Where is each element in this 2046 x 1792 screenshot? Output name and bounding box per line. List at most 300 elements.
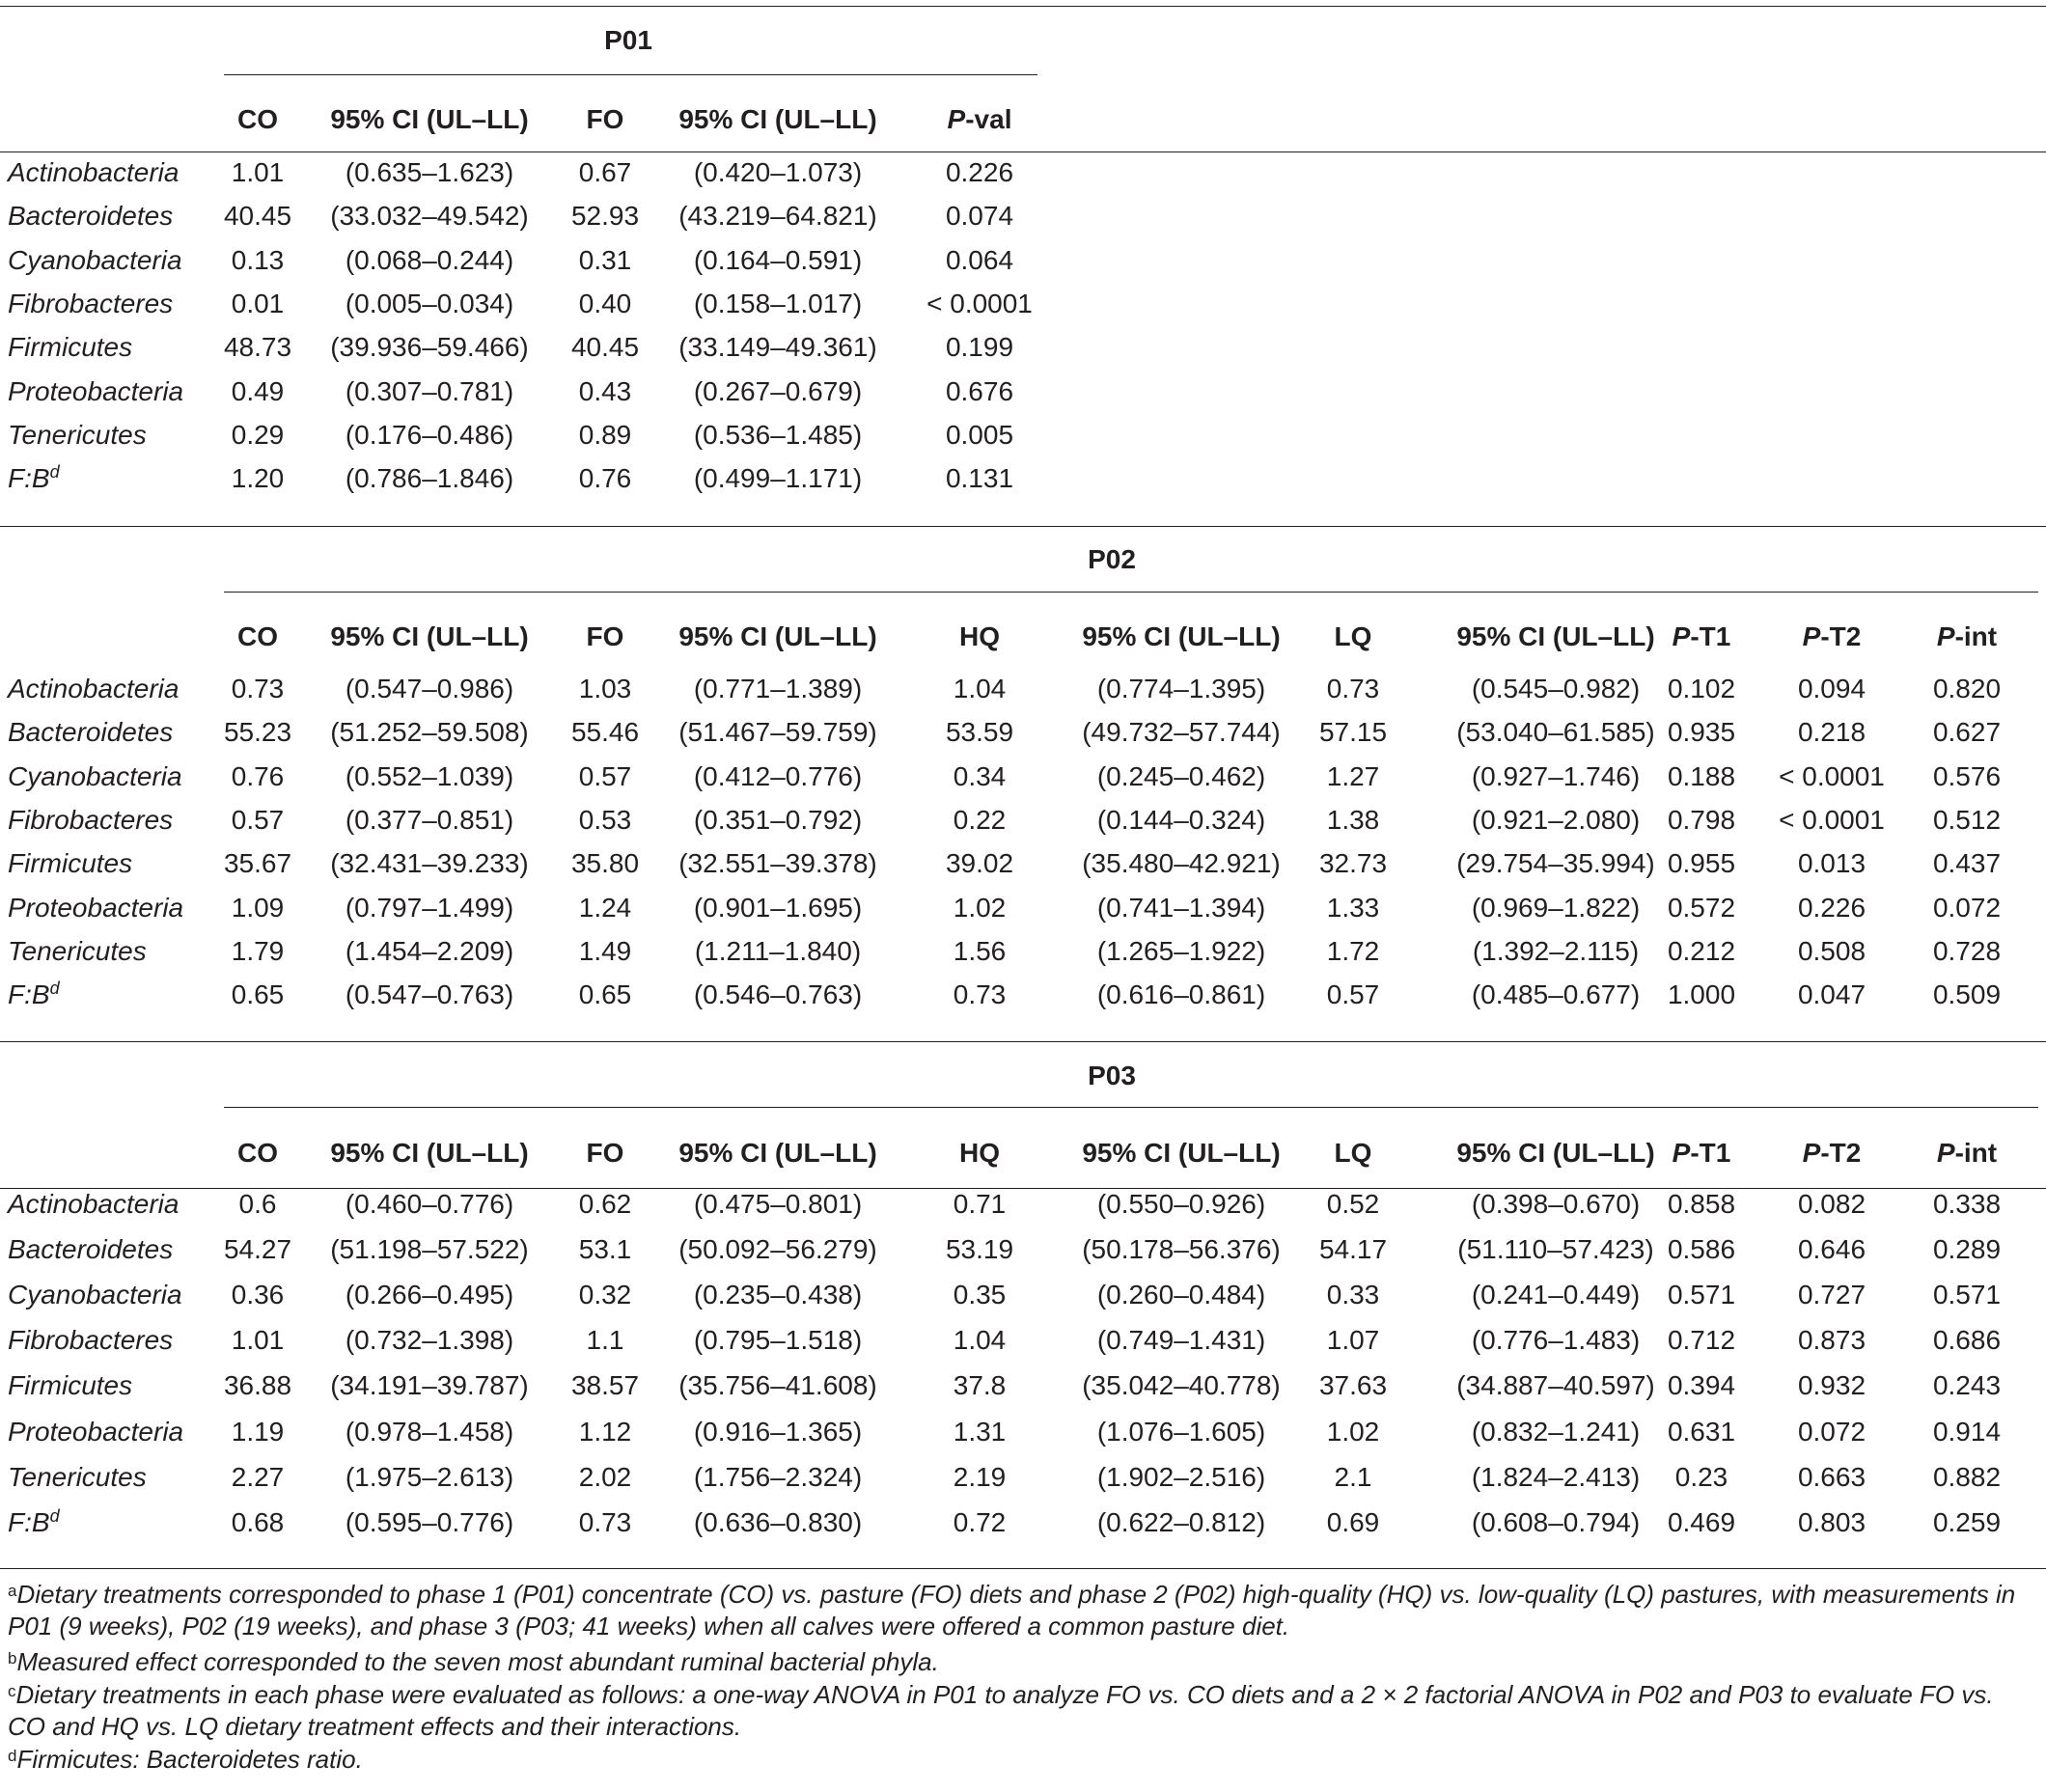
row-label-text: Fibrobacteres [8, 1325, 174, 1356]
table-cell: 0.663 [1797, 1461, 1866, 1492]
table-cell: 0.76 [578, 463, 632, 494]
table-cell: 1.04 [953, 1325, 1007, 1356]
table-cell: 35.80 [570, 848, 640, 879]
row-label-text: Firmicutes [8, 848, 133, 879]
table-cell: (0.547–0.763) [345, 979, 514, 1010]
table-cell: (32.551–39.378) [678, 848, 877, 879]
table-cell: 0.289 [1932, 1234, 2002, 1265]
column-header: CO [237, 104, 278, 134]
table-cell: 0.712 [1667, 1325, 1736, 1356]
table-cell: (33.032–49.542) [330, 201, 529, 232]
table-cell: 0.89 [578, 419, 632, 450]
table-cell: 0.52 [1326, 1189, 1380, 1219]
table-cell: (51.252–59.508) [330, 717, 529, 748]
table-cell: 0.512 [1932, 804, 2002, 835]
table-cell: 2.1 [1334, 1461, 1372, 1492]
table-cell: 0.072 [1932, 892, 2002, 923]
table-cell: (0.636–0.830) [693, 1506, 863, 1537]
table-cell: (0.749–1.431) [1096, 1325, 1266, 1356]
table-cell: (0.622–0.812) [1096, 1506, 1266, 1537]
table-cell: 1.33 [1326, 892, 1380, 923]
header-suffix: -T2 [1820, 621, 1862, 651]
table-cell: (29.754–35.994) [1456, 848, 1655, 879]
table-cell: 0.338 [1932, 1189, 2002, 1219]
table-cell: 1.01 [231, 157, 285, 187]
row-label-text: Tenericutes [8, 1461, 147, 1492]
row-label-text: Cyanobacteria [8, 244, 182, 275]
column-header: 95% CI (UL–LL) [678, 104, 877, 134]
column-header [1851, 621, 2046, 652]
p-prefix: P [1672, 1138, 1691, 1168]
table-cell: 0.676 [945, 375, 1014, 406]
table-cell: (0.635–1.623) [345, 157, 514, 187]
table-cell: (34.887–40.597) [1456, 1370, 1655, 1401]
table-cell: 40.45 [223, 201, 292, 232]
table-cell: < 0.0001 [926, 288, 1033, 318]
table-cell: 0.73 [953, 979, 1007, 1010]
table-cell: 0.218 [1797, 717, 1866, 748]
table-cell: 0.074 [945, 201, 1014, 232]
table-cell: (1.824–2.413) [1471, 1461, 1641, 1492]
table-cell: 0.803 [1797, 1506, 1866, 1537]
table-cell: 0.005 [945, 419, 1014, 450]
table-cell: 1.38 [1326, 804, 1380, 835]
footnote-marker: d [49, 462, 60, 482]
table-cell: (51.198–57.522) [330, 1234, 529, 1265]
table-cell: (0.412–0.776) [693, 760, 863, 791]
table-cell: (0.771–1.389) [693, 674, 863, 703]
table-cell: 1.27 [1326, 760, 1380, 791]
table-cell: (1.076–1.605) [1096, 1416, 1266, 1447]
table-cell: 2.19 [953, 1461, 1007, 1492]
table-cell: 0.047 [1797, 979, 1866, 1010]
table-cell: 0.082 [1797, 1189, 1866, 1219]
section-title: P03 [1088, 1061, 1136, 1090]
table-cell: 0.882 [1932, 1461, 2002, 1492]
table-cell: 35.67 [223, 848, 292, 879]
table-rule [0, 1041, 2046, 1042]
header-suffix: -int [1954, 1138, 1998, 1168]
table-cell: 0.65 [231, 979, 285, 1010]
table-cell: 0.072 [1797, 1416, 1866, 1447]
p-prefix: P [1936, 621, 1955, 651]
table-cell: (0.241–0.449) [1471, 1280, 1641, 1310]
table-cell: 0.6 [238, 1189, 277, 1219]
row-label-text: F:B [8, 463, 50, 494]
table-cell: (0.776–1.483) [1471, 1325, 1641, 1356]
column-header: FO [586, 104, 624, 134]
table-cell: (0.475–0.801) [693, 1189, 863, 1219]
table-cell: 0.858 [1667, 1189, 1736, 1219]
table-cell: (1.756–2.324) [693, 1461, 863, 1492]
table-cell: (0.158–1.017) [693, 288, 863, 318]
table-cell: (0.377–0.851) [345, 804, 514, 835]
table-cell: 0.57 [231, 804, 285, 835]
table-cell: 1.31 [953, 1416, 1007, 1447]
table-cell: (43.219–64.821) [678, 201, 877, 232]
table-cell: 0.727 [1797, 1280, 1866, 1310]
table-cell: 1.79 [231, 935, 285, 966]
table-cell: 0.572 [1667, 892, 1736, 923]
row-label [8, 1370, 132, 1401]
footnote-mark: a [8, 1582, 17, 1600]
column-header: FO [586, 1138, 624, 1168]
row-label-text: Proteobacteria [8, 1416, 184, 1447]
footnote-text: Dietary treatments corresponded to phase 1 (P01) concentrate (CO) vs. pasture (FO) diets and phase 2 (P02) high-quality (HQ) vs. low-quality (LQ) pastures, with measurements in P01 (9 weeks), P02 (19 weeks), and phase 3 (P03; 41 weeks) when all calves were offered a common pasture diet. [8, 1580, 2016, 1640]
table-cell: 0.62 [578, 1189, 632, 1219]
table-cell: (49.732–57.744) [1082, 717, 1281, 748]
table-cell: 1.01 [231, 1325, 285, 1356]
column-header: 95% CI (UL–LL) [330, 1138, 529, 1168]
table-cell: (0.797–1.499) [345, 892, 514, 923]
table-cell: 0.914 [1932, 1416, 2002, 1447]
column-header: HQ [959, 1138, 1000, 1168]
footnote-text: Firmicutes: Bacteroidetes ratio. [16, 1745, 363, 1774]
table-cell: 1.02 [1326, 1416, 1380, 1447]
table-cell: (1.265–1.922) [1096, 935, 1266, 966]
table-cell: (1.454–2.209) [345, 935, 514, 966]
table-cell: 55.46 [570, 717, 640, 748]
table-cell: (0.068–0.244) [345, 244, 514, 275]
table-cell: 0.35 [953, 1280, 1007, 1310]
row-label-text: Bacteroidetes [8, 201, 174, 232]
row-label [8, 848, 132, 879]
table-cell: 0.57 [1326, 979, 1380, 1010]
table-cell: (0.774–1.395) [1096, 674, 1266, 703]
section-title: P01 [604, 25, 652, 55]
table-cell: 0.243 [1932, 1370, 2002, 1401]
row-label-text: Cyanobacteria [8, 760, 182, 791]
table-cell: 0.73 [1326, 674, 1380, 703]
table-cell: 1.20 [231, 463, 285, 494]
table-cell: 1.04 [953, 674, 1007, 703]
row-label-text: Bacteroidetes [8, 1234, 174, 1265]
table-cell: (0.144–0.324) [1096, 804, 1266, 835]
row-label-text: Proteobacteria [8, 375, 184, 406]
table-cell: 36.88 [223, 1370, 292, 1401]
table-cell: (0.164–0.591) [693, 244, 863, 275]
column-header: CO [237, 1138, 278, 1168]
table-cell: 0.71 [953, 1189, 1007, 1219]
table-cell: (0.927–1.746) [1471, 760, 1641, 791]
row-label [8, 1507, 60, 1538]
table-cell: 0.49 [231, 375, 285, 406]
column-header: 95% CI (UL–LL) [678, 1138, 877, 1168]
table-cell: (0.420–1.073) [693, 157, 863, 187]
table-cell: 1.02 [953, 892, 1007, 923]
row-label-text: F:B [8, 979, 50, 1010]
table-cell: (0.969–1.822) [1471, 892, 1641, 923]
table-cell: 1.72 [1326, 935, 1380, 966]
row-label-text: Fibrobacteres [8, 804, 174, 835]
table-cell: (0.916–1.365) [693, 1416, 863, 1447]
table-cell: 1.000 [1667, 979, 1736, 1010]
table-cell: (0.005–0.034) [345, 288, 514, 318]
row-label-text: Actinobacteria [8, 157, 180, 187]
row-label-text: Firmicutes [8, 1370, 133, 1401]
table-cell: (0.398–0.670) [1471, 1189, 1641, 1219]
table-cell: 0.798 [1667, 804, 1736, 835]
table-cell: 54.27 [223, 1234, 292, 1265]
table-cell: 0.33 [1326, 1280, 1380, 1310]
table-cell: 1.03 [578, 674, 632, 703]
row-label [8, 463, 60, 494]
table-cell: 0.576 [1932, 760, 2002, 791]
table-cell: (32.431–39.233) [330, 848, 529, 879]
footnote-mark: d [8, 1747, 17, 1765]
table-cell: 1.07 [1326, 1325, 1380, 1356]
table-cell: (34.191–39.787) [330, 1370, 529, 1401]
table-cell: (1.211–1.840) [694, 935, 862, 966]
table-cell: 0.437 [1932, 848, 2002, 879]
table-cell: (0.546–0.763) [693, 979, 863, 1010]
table-cell: 0.65 [578, 979, 632, 1010]
table-cell: (0.176–0.486) [345, 419, 514, 450]
table-cell: 53.59 [945, 717, 1014, 748]
footnote-marker: d [49, 1505, 60, 1526]
table-cell: (0.267–0.679) [693, 375, 863, 406]
table-cell: (50.092–56.279) [678, 1234, 877, 1265]
table-cell: (0.786–1.846) [345, 463, 514, 494]
section-header-rule [224, 1107, 2038, 1108]
table-cell: 54.17 [1318, 1234, 1388, 1265]
footnote-mark: b [8, 1649, 17, 1668]
table-cell: 0.212 [1667, 935, 1736, 966]
table-cell: 1.56 [953, 935, 1007, 966]
table-cell: (0.245–0.462) [1096, 760, 1266, 791]
table-cell: 0.22 [953, 804, 1007, 835]
column-header: HQ [959, 621, 1000, 651]
table-cell: 0.13 [231, 244, 285, 275]
table-rule [0, 6, 2046, 7]
table-cell: 0.226 [1797, 892, 1866, 923]
table-cell: 0.43 [578, 375, 632, 406]
row-label-text: Cyanobacteria [8, 1280, 182, 1310]
table-cell: 0.932 [1797, 1370, 1866, 1401]
table-cell: (33.149–49.361) [678, 332, 877, 363]
table-cell: 0.508 [1797, 935, 1866, 966]
header-suffix: -int [1954, 621, 1998, 651]
table-cell: 32.73 [1318, 848, 1388, 879]
table-cell: 0.627 [1932, 717, 2002, 748]
table-rule [0, 526, 2046, 527]
table-cell: (51.467–59.759) [678, 717, 877, 748]
column-header: 95% CI (UL–LL) [1082, 621, 1281, 651]
p-prefix: P [1672, 621, 1691, 651]
footnote-text: Dietary treatments in each phase were evaluated as follows: a one-way ANOVA in P01 to analyze FO vs. CO diets and a 2 × 2 factorial ANOVA in P02 and P03 to evaluate FO vs. CO and HQ vs. LQ dietary treatment effects and their interactions. [8, 1680, 1994, 1741]
p-prefix: P [1802, 1138, 1821, 1168]
table-cell: 0.40 [578, 288, 632, 318]
table-cell: 0.31 [578, 244, 632, 275]
footnote-text: Measured effect corresponded to the seven most abundant ruminal bacterial phyla. [16, 1647, 939, 1676]
table-cell: (0.901–1.695) [693, 892, 863, 923]
column-header: 95% CI (UL–LL) [1456, 1138, 1655, 1168]
table-cell: (39.936–59.466) [330, 332, 529, 363]
table-cell: 0.73 [231, 674, 285, 703]
table-cell: 0.873 [1797, 1325, 1866, 1356]
footnote [8, 1579, 2034, 1642]
p-prefix: P [1936, 1138, 1955, 1168]
table-cell: (0.921–2.080) [1471, 804, 1641, 835]
table-cell: 53.1 [578, 1234, 632, 1265]
table-cell: (51.110–57.423) [1457, 1234, 1654, 1265]
table-cell: 39.02 [945, 848, 1014, 879]
table-cell: 53.19 [945, 1234, 1014, 1265]
table-cell: 0.188 [1667, 760, 1736, 791]
column-header: 95% CI (UL–LL) [678, 621, 877, 651]
table-cell: 0.394 [1667, 1370, 1736, 1401]
column-header: FO [586, 621, 624, 651]
table-cell: 0.72 [953, 1506, 1007, 1537]
table-cell: 38.57 [570, 1370, 640, 1401]
row-label-text: Actinobacteria [8, 674, 180, 703]
table-rule [0, 1568, 2046, 1569]
table-cell: (0.266–0.495) [345, 1280, 514, 1310]
footnote [8, 1744, 2034, 1776]
table-cell: 0.586 [1667, 1234, 1736, 1265]
table-cell: 0.509 [1932, 979, 2002, 1010]
table-cell: 0.102 [1667, 674, 1736, 703]
table-cell: 0.955 [1667, 848, 1736, 879]
table-cell: 0.686 [1932, 1325, 2002, 1356]
row-label [8, 1462, 147, 1493]
table-cell: 0.29 [231, 419, 285, 450]
row-label [8, 979, 60, 1010]
table-cell: < 0.0001 [1779, 760, 1885, 791]
table-cell: (0.536–1.485) [693, 419, 863, 450]
p-prefix: P [947, 104, 966, 134]
row-label-text: Tenericutes [8, 935, 147, 966]
table-cell: (1.902–2.516) [1096, 1461, 1266, 1492]
table-cell: 37.8 [953, 1370, 1007, 1401]
table-cell: (35.480–42.921) [1082, 848, 1281, 879]
table-cell: 57.15 [1318, 717, 1388, 748]
table-cell: 0.013 [1797, 848, 1866, 879]
table-cell: (1.975–2.613) [345, 1461, 514, 1492]
column-header [864, 104, 1095, 135]
row-label-text: Firmicutes [8, 332, 133, 363]
table-cell: (0.460–0.776) [345, 1189, 514, 1219]
row-label-text: Actinobacteria [8, 1189, 180, 1219]
column-header: 95% CI (UL–LL) [1456, 621, 1655, 651]
table-cell: 1.24 [578, 892, 632, 923]
column-header: 95% CI (UL–LL) [330, 621, 529, 651]
table-cell: 48.73 [223, 332, 292, 363]
row-label-text: Bacteroidetes [8, 717, 174, 748]
column-header: LQ [1334, 621, 1372, 651]
table-cell: (1.392–2.115) [1472, 935, 1640, 966]
header-suffix: -T2 [1820, 1138, 1862, 1168]
table-cell: 0.34 [953, 760, 1007, 791]
table-cell: 40.45 [570, 332, 640, 363]
table-cell: 0.69 [1326, 1506, 1380, 1537]
table-cell: < 0.0001 [1779, 804, 1885, 835]
table-cell: (0.616–0.861) [1096, 979, 1266, 1010]
table-cell: 0.57 [578, 760, 632, 791]
table-cell: 0.68 [231, 1506, 285, 1537]
table-cell: 0.571 [1932, 1280, 2002, 1310]
table-cell: 0.728 [1932, 935, 2002, 966]
table-cell: 2.27 [231, 1461, 285, 1492]
table-cell: (0.552–1.039) [345, 760, 514, 791]
table-cell: 0.32 [578, 1280, 632, 1310]
column-header: 95% CI (UL–LL) [330, 104, 529, 134]
footnote [8, 1679, 2034, 1743]
table-cell: 0.199 [945, 332, 1014, 363]
table-cell: (0.545–0.982) [1471, 674, 1641, 703]
table-cell: (0.608–0.794) [1471, 1506, 1641, 1537]
row-label-text: Proteobacteria [8, 892, 184, 923]
footnote [8, 1646, 2034, 1678]
column-header: 95% CI (UL–LL) [1082, 1138, 1281, 1168]
table-cell: (35.042–40.778) [1082, 1370, 1281, 1401]
p-prefix: P [1802, 621, 1821, 651]
table-cell: 0.76 [231, 760, 285, 791]
table-cell: (0.550–0.926) [1096, 1189, 1266, 1219]
table-cell: (0.741–1.394) [1096, 892, 1266, 923]
table-cell: (50.178–56.376) [1082, 1234, 1281, 1265]
header-suffix: -T1 [1690, 621, 1731, 651]
section-header-rule [224, 74, 1037, 75]
header-suffix: -T1 [1690, 1138, 1731, 1168]
column-header: LQ [1334, 1138, 1372, 1168]
table-cell: 0.094 [1797, 674, 1866, 703]
table-cell: (0.307–0.781) [345, 375, 514, 406]
table-cell: (53.040–61.585) [1456, 717, 1655, 748]
table-cell: 0.67 [578, 157, 632, 187]
row-label [8, 936, 147, 967]
table-cell: 0.571 [1667, 1280, 1736, 1310]
table-cell: (0.978–1.458) [345, 1416, 514, 1447]
table-cell: (0.499–1.171) [693, 463, 863, 494]
table-cell: 1.19 [231, 1416, 285, 1447]
table-cell: (35.756–41.608) [678, 1370, 877, 1401]
table-cell: (0.795–1.518) [693, 1325, 863, 1356]
row-label [8, 420, 147, 451]
table-cell: 0.259 [1932, 1506, 2002, 1537]
table-cell: (0.485–0.677) [1471, 979, 1641, 1010]
row-label [8, 332, 132, 363]
footnote-marker: d [49, 979, 60, 999]
table-cell: 55.23 [223, 717, 292, 748]
table-cell: 37.63 [1318, 1370, 1388, 1401]
table-cell: 0.935 [1667, 717, 1736, 748]
table-cell: 0.631 [1667, 1416, 1736, 1447]
table-cell: 0.820 [1932, 674, 2002, 703]
table-cell: 0.53 [578, 804, 632, 835]
header-suffix: -val [965, 104, 1012, 134]
table-cell: 0.469 [1667, 1506, 1736, 1537]
table-cell: 1.1 [586, 1325, 624, 1356]
table-cell: 1.09 [231, 892, 285, 923]
table-cell: (0.595–0.776) [345, 1506, 514, 1537]
column-header [1851, 1138, 2046, 1169]
table-cell: 2.02 [578, 1461, 632, 1492]
section-title: P02 [1088, 544, 1136, 574]
column-header: CO [237, 621, 278, 651]
table-cell: 0.064 [945, 244, 1014, 275]
table-cell: 0.226 [945, 157, 1014, 187]
table-cell: (0.351–0.792) [693, 804, 863, 835]
table-cell: 0.73 [578, 1506, 632, 1537]
row-label-text: F:B [8, 1506, 50, 1537]
table-cell: (0.260–0.484) [1096, 1280, 1266, 1310]
table-cell: 52.93 [570, 201, 640, 232]
table-cell: (0.832–1.241) [1471, 1416, 1641, 1447]
table-cell: 1.49 [578, 935, 632, 966]
table-cell: 0.131 [945, 463, 1014, 494]
table-cell: 0.36 [231, 1280, 285, 1310]
